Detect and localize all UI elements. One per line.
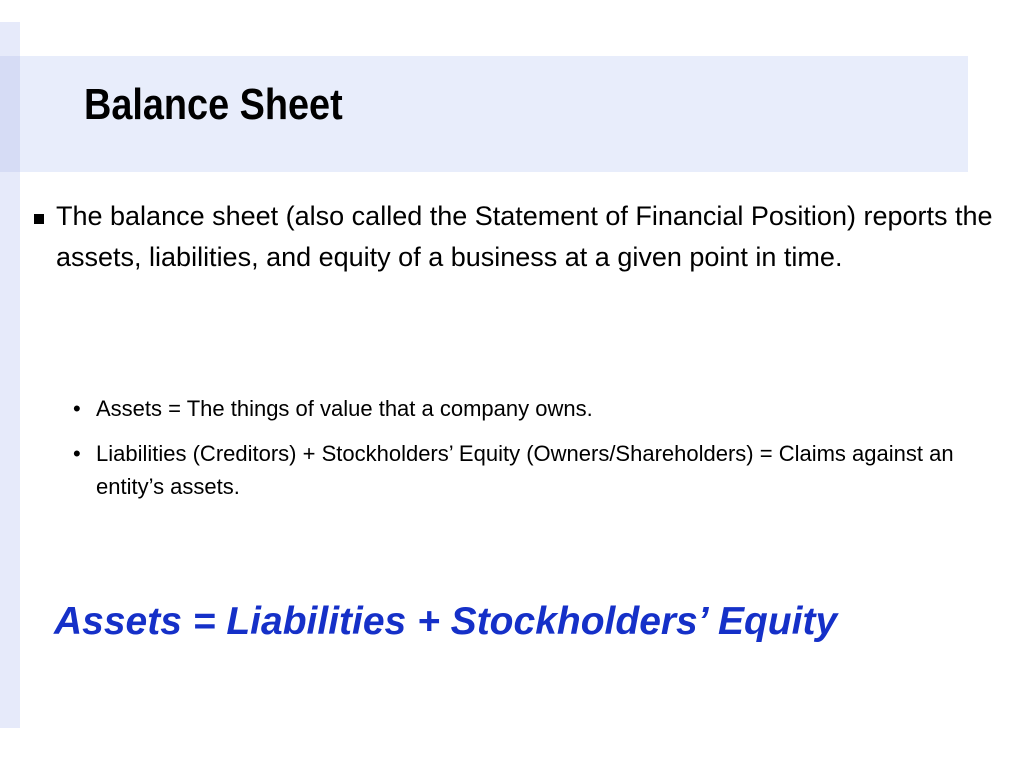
list-item: [70, 437, 990, 503]
dot-bullet-icon: •: [73, 396, 81, 421]
left-accent-block: [0, 56, 20, 172]
main-bullet-text: The balance sheet (also called the Statement of Financial Position) reports the assets, liabilities, and equity of a business at a given point in time.: [56, 201, 993, 272]
sub-bullet-list: [70, 392, 990, 515]
main-bullet: [34, 196, 1009, 278]
sub-bullet-text: Assets = The things of value that a company owns.: [96, 396, 593, 421]
square-bullet-icon: [34, 214, 44, 224]
sub-bullet-text: Liabilities (Creditors) + Stockholders’ Equity (Owners/Shareholders) = Claims against an entity’s assets.: [96, 441, 954, 499]
list-item: [70, 392, 990, 425]
dot-bullet-icon: •: [73, 441, 81, 466]
slide-title: Balance Sheet: [84, 80, 343, 129]
accounting-equation: Assets = Liabilities + Stockholders’ Equity: [54, 600, 838, 643]
